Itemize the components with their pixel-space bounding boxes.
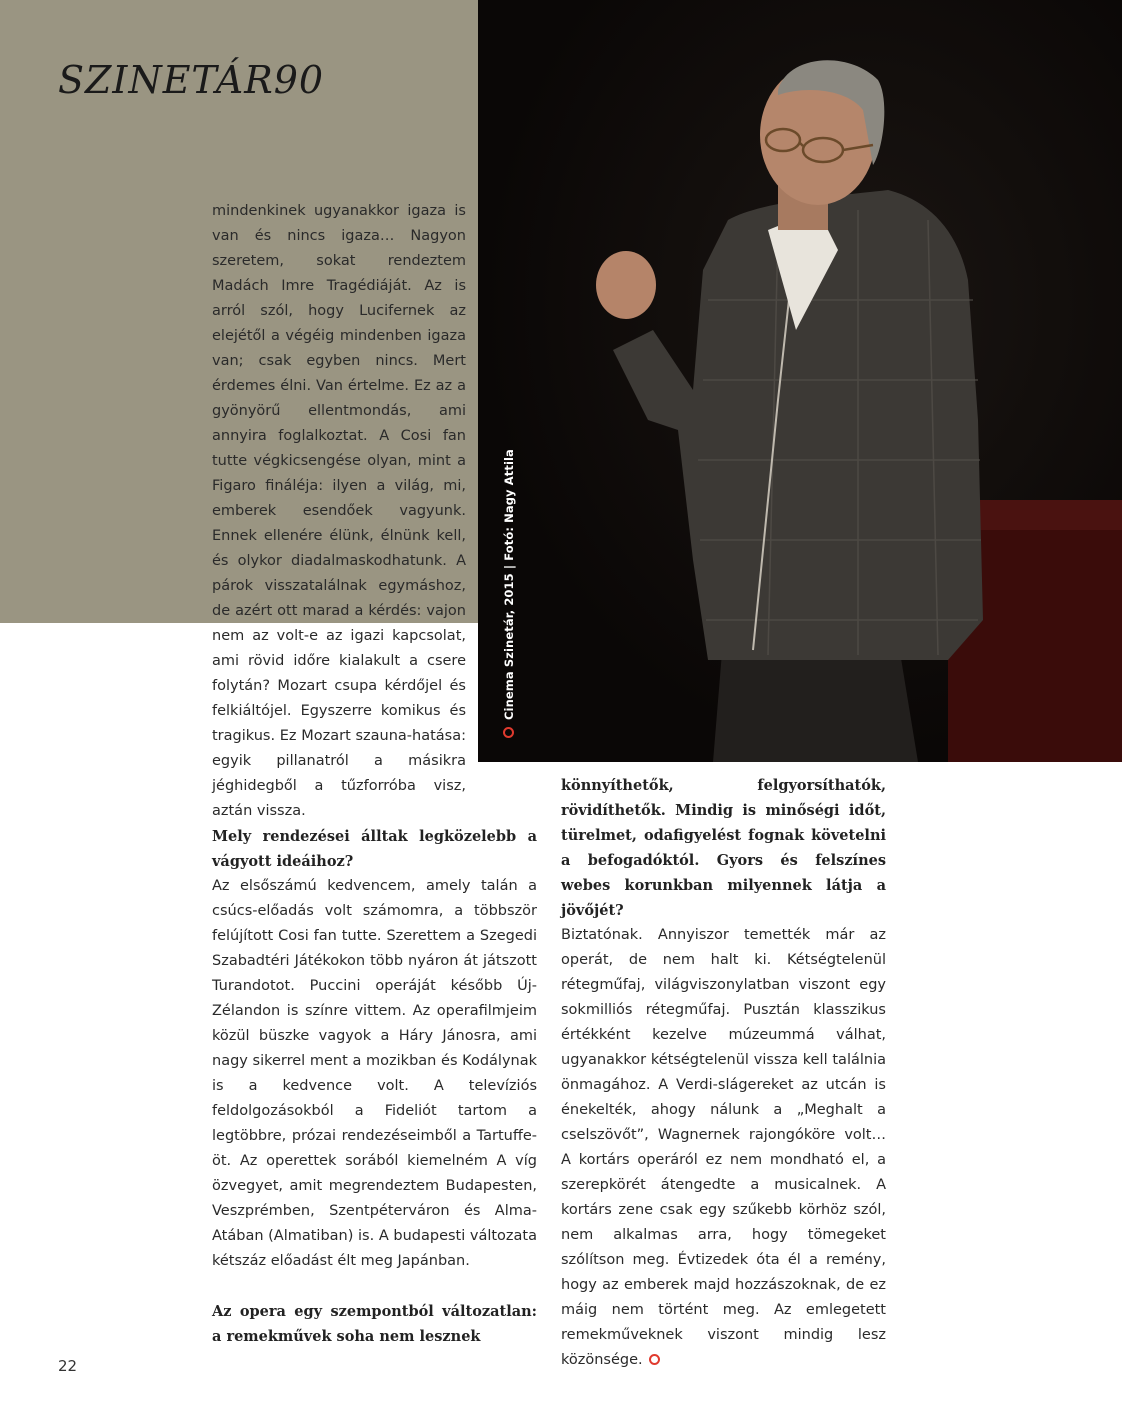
photo-illustration [478,0,1122,762]
interview-question-2-start: Az opera egy szempontból változatlan: a remekművek soha nem lesznek [212,1303,537,1345]
interview-answer-2 [561,923,886,1373]
body-paragraph: mindenkinek ugyanakkor igaza is van és nincs igaza… Nagyon szeretem, sokat rendeztem Madách Imre Tragédiáját. Az is arról szól, hogy Lucifernek az elejétől a végéig mindenben igaza van; csak egyben nincs. Mert érdemes élni. Van értelme. Ez az a gyönyörű ellentmondás, ami annyira foglalkoztat. A Cosi fan tutte végkicsengése olyan, mint a Figaro fináléja: ilyen a világ, mi, emberek esendőek vagyunk. Ennek ellenére élünk, élnünk kell, és olykor diadalmaskodhatunk. A párok visszatalálnak egymáshoz, de azért ott marad a kérdés: vajon nem az volt-e az igazi kapcsolat, ami rövid időre kialakult a csere folytán? Mozart csupa kérdőjel és felkiáltójel. Egyszerre komikus és tragikus. Ez Mozart szauna-hatása: egyik pillanatról a másikra jéghidegből a tűzforróba visz, aztán vissza. [212,203,466,819]
end-mark-icon [649,1354,660,1365]
section-title: SZINETÁR90 [58,58,325,102]
interview-answer: Az elsőszámú kedvencem, amely talán a csúcs-előadás volt számomra, a többször felújított Cosi fan tutte. Szerettem a Szegedi Szabadtéri Játékokon több nyáron át játszott Turandotot. Puccini operáját később Új-Zélandon is színre vittem. Az operafilmjeim közül büszke vagyok a Háry Jánosra, ami nagy sikerrel ment a mozikban és Kodálynak is a kedvence volt. A televíziós feldolgozásokból a Fideliót tartom a legtöbbre, prózai rendezéseimből a Tartuffe-öt. Az operettek sorából kiemelném A víg özvegyet, amit megrendeztem Budapesten, Veszprémben, Szentpéterváron és Alma-Atában (Almatiban) is. A budapesti változata kétszáz előadást élt meg Japánban. [212,878,537,1269]
raised-hand [596,251,656,319]
answer-2-text: Biztatónak. Annyiszor temették már az operát, de nem halt ki. Kétségtelenül rétegműfaj, világviszonylatban viszont egy sokmilliós rétegműfaj. Pusztán klasszikus értékként kezelve múzeummá válhat, ugyanakkor kétségtelenül vissza kell találnia önmagához. A Verdi-slágereket az utcán is énekelték, ahogy nálunk a „Meghalt a cselszövőt”, Wagnernek rajongóköre volt… A kortárs operáról ez nem mondható el, a szerepkörét átengedte a musicalnek. A kortárs zene csak egy szűkebb körhöz szól, nem alkalmas arra, hogy tömegeket szólítson meg. Évtizedek óta él a remény, hogy az emberek majd hozzászoknak, de ez máig nem történt meg. Az emlegetett remekműveknek viszont mindig lesz közönsége. [561,927,886,1368]
photo-caption-text: Cinema Szinetár, 2015 | Fotó: Nagy Attila [502,449,516,720]
spacer [212,1274,537,1299]
article-column-2 [561,773,886,1373]
interview-question: Mely rendezései álltak legközelebb a vágyott ideáihoz? [212,828,537,870]
article-column-1-bottom [212,824,537,1349]
photo-stage-performer [478,0,1122,762]
page-number: 22 [58,1357,78,1375]
photo-caption [502,449,516,738]
interview-question-2-cont: könnyíthetők, felgyorsíthatók, rövidíthetők. Mindig is minőségi időt, türelmet, odafigyelést fognak követelni a befogadóktól. Gyors és felszínes webes korunkban milyennek látja a jövőjét? [561,777,886,919]
article-column-1-top [212,199,466,824]
red-ring-icon [503,727,514,738]
